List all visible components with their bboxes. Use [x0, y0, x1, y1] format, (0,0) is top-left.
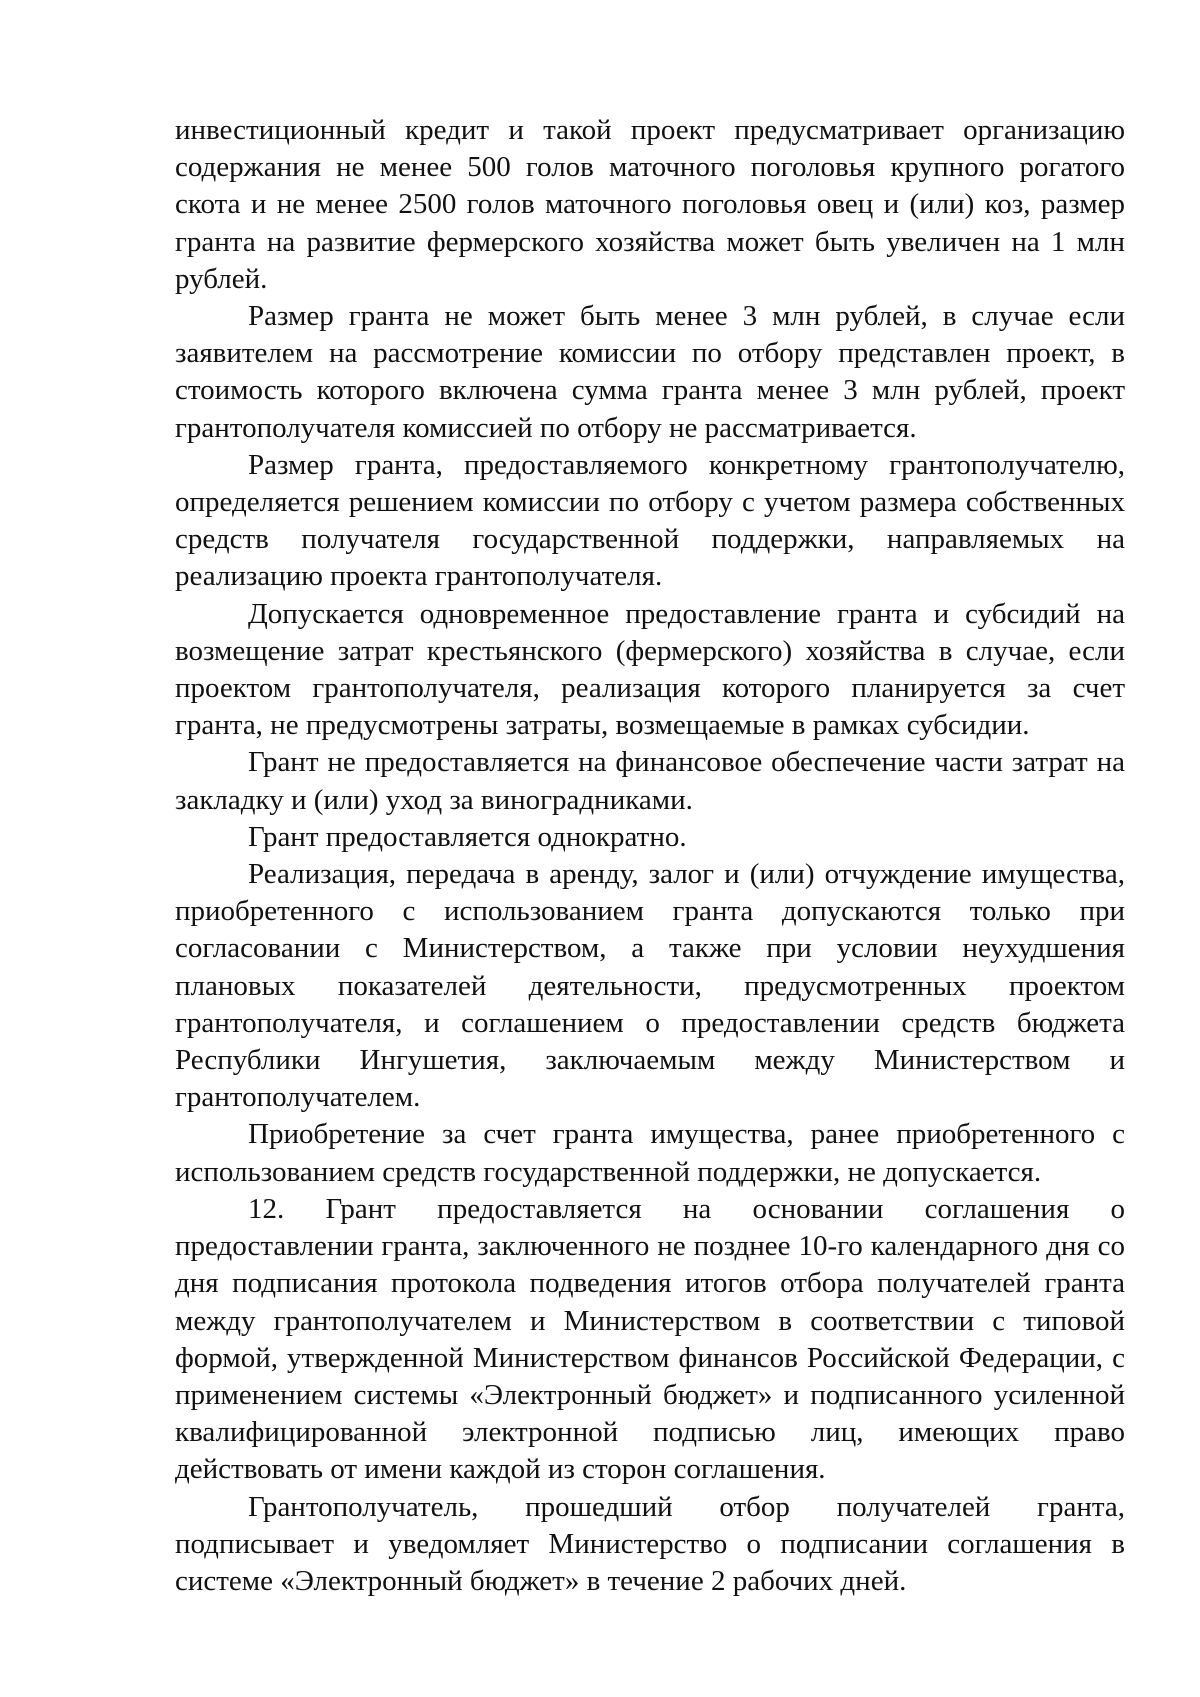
paragraph-vineyards-exclusion: Грант не предоставляется на финансовое обеспечение части затрат на закладку и (или) уход за виноградниками.	[175, 746, 1125, 816]
paragraph-signing-deadline: Грантополучатель, прошедший отбор получателей гранта, подписывает и уведомляет Министерство о подписании соглашения в системе «Электронный бюджет» в течение 2 рабочих дней.	[175, 1490, 1125, 1597]
document-page	[175, 112, 1125, 1600]
paragraph-grant-minimum: Размер гранта не может быть менее 3 млн рублей, в случае если заявителем на рассмотрение комиссии по отбору представлен проект, в стоимость которого включена сумма гранта менее 3 млн рублей, проект грантополучателя комиссией по отбору не рассматривается.	[175, 300, 1125, 444]
paragraph-simultaneous-subsidy: Допускается одновременное предоставление гранта и субсидий на возмещение затрат крестьянского (фермерского) хозяйства в случае, если проектом грантополучателя, реализация которого планируется за счет гранта, не предусмотрены затраты, возмещаемые в рамках субсидии.	[175, 597, 1125, 742]
paragraph-property-acquisition: Приобретение за счет гранта имущества, ранее приобретенного с использованием средств государственной поддержки, не допускается.	[175, 1118, 1125, 1188]
paragraph-grant-amount-decision: Размер гранта, предоставляемого конкретному грантополучателю, определяется решением комиссии по отбору с учетом размера собственных средств получателя государственной поддержки, направляемых на реализацию проекта грантополучателя.	[175, 448, 1125, 593]
paragraph-one-time-grant: Грант предоставляется однократно.	[248, 820, 687, 853]
paragraph-grant-increase: инвестиционный кредит и такой проект предусматривает организацию содержания не менее 500 голов маточного поголовья крупного рогатого скота и не менее 2500 голов маточного поголовья овец и (или) коз, размер гранта на развитие фермерского хозяйства может быть увеличен на 1 млн рублей.	[175, 114, 1125, 295]
paragraph-item-12-agreement: 12. Грант предоставляется на основании соглашения о предоставлении гранта, заключенного не позднее 10-го календарного дня со дня подписания протокола подведения итогов отбора получателей гранта между грантополучателем и Министерством в соответствии с типовой формой, утвержденной Министерством финансов Российской Федерации, с применением системы «Электронный бюджет» и подписанного усиленной квалифицированной электронной подписью лиц, имеющих право действовать от имени каждой из сторон соглашения.	[175, 1192, 1125, 1486]
paragraph-property-alienation: Реализация, передача в аренду, залог и (или) отчуждение имущества, приобретенного с использованием гранта допускаются только при согласовании с Министерством, а также при условии неухудшения плановых показателей деятельности, предусмотренных проектом грантополучателя, и соглашением о предоставлении средств бюджета Республики Ингушетия, заключаемым между Министерством и грантополучателем.	[175, 858, 1125, 1114]
